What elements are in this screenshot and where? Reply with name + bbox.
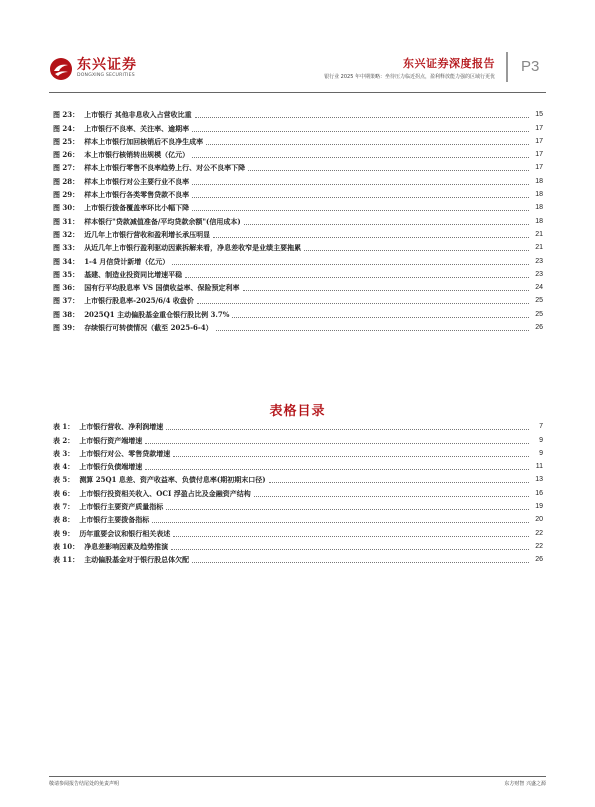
figure-entry-title: 存续银行可转债情况（截至 2025-6-4） [84, 323, 213, 333]
figure-entry-title: 上市银行拨备覆盖率环比小幅下降 [84, 203, 190, 213]
figure-entry-title: 样本上市银行零售不良率趋势上行、对公不良率下降 [84, 163, 246, 173]
table-entry-page: 26 [535, 556, 543, 564]
figure-entry-page: 21 [535, 230, 543, 238]
table-entry-label: 表 2： [53, 435, 75, 445]
dot-leader [244, 223, 529, 225]
figure-entry-title: 2025Q1 主动偏股基金重仓银行股比例 3.7% [84, 309, 230, 319]
figure-entry-label: 图 32： [53, 229, 80, 239]
figure-entry-label: 图 35： [53, 269, 80, 279]
figure-entry[interactable] [53, 120, 543, 133]
figure-entry-title: 上市银行不良率、关注率、逾期率 [84, 123, 190, 133]
figure-entry-label: 图 26： [53, 150, 80, 160]
figure-entry[interactable] [53, 280, 543, 293]
table-entry-title: 主动偏股基金对于银行股总体欠配 [84, 555, 190, 565]
table-entry-title: 上市银行主要拨备指标 [79, 515, 150, 525]
figure-entry-page: 17 [535, 151, 543, 159]
table-entry-label: 表 1： [53, 422, 75, 432]
table-entry[interactable] [53, 459, 543, 472]
dot-leader [195, 116, 529, 118]
figure-entry[interactable] [53, 213, 543, 226]
table-entry-page: 22 [535, 529, 543, 537]
table-entry[interactable] [53, 552, 543, 565]
page-header [0, 0, 595, 100]
figure-entry-page: 18 [535, 191, 543, 199]
figure-entry-page: 25 [535, 297, 543, 305]
figure-entry-title: 样本银行"贷款减值准备/平均贷款余额"(信用成本) [84, 216, 241, 226]
figure-entry-page: 21 [535, 244, 543, 252]
table-entry[interactable] [53, 419, 543, 432]
dot-leader [192, 209, 529, 211]
table-entry[interactable] [53, 499, 543, 512]
dot-leader [152, 521, 529, 523]
dot-leader [166, 508, 529, 510]
table-entry-label: 表 4： [53, 462, 75, 472]
table-entry[interactable] [53, 472, 543, 485]
dot-leader [173, 535, 529, 537]
table-entry[interactable] [53, 539, 543, 552]
figure-entry-page: 15 [535, 111, 543, 119]
logo-text-cn: 东兴证券 [77, 57, 137, 73]
figure-entry-label: 图 36： [53, 283, 80, 293]
figure-entry-title: 上市银行 其他非息收入占营收比重 [84, 110, 192, 120]
dot-leader [192, 130, 529, 132]
figure-entry-label: 图 23： [53, 110, 80, 120]
figure-entry-page: 23 [535, 270, 543, 278]
report-brand: 东兴证券深度报告 [403, 57, 495, 70]
figure-entry-label: 图 29： [53, 190, 80, 200]
figure-entry-label: 图 33： [53, 243, 80, 253]
dot-leader [216, 329, 529, 331]
table-entry-label: 表 3： [53, 448, 75, 458]
logo-text-en: DONGXING SECURITIES [77, 73, 135, 78]
figure-entry[interactable] [53, 187, 543, 200]
table-entry-page: 11 [535, 463, 543, 471]
figure-index [53, 107, 543, 333]
footer-rule [49, 776, 546, 777]
tables-heading: 表格目录 [269, 404, 326, 419]
figure-entry[interactable] [53, 107, 543, 120]
figure-entry-label: 图 28： [53, 176, 80, 186]
table-entry-title: 测算 25Q1 息差、资产收益率、负债付息率(期初期末口径) [79, 475, 266, 485]
table-entry-page: 7 [539, 423, 543, 431]
report-subtitle: 银行业 2025 年中期策略：坐待压力临近拐点，盈利释放能力强的区域行更优 [324, 74, 495, 80]
table-index [53, 419, 543, 565]
figure-entry[interactable] [53, 267, 543, 280]
table-entry-page: 19 [535, 503, 543, 511]
figure-entry[interactable] [53, 293, 543, 306]
dot-leader [166, 428, 529, 430]
table-entry-title: 上市银行资产端增速 [79, 435, 143, 445]
figure-entry-title: 从近几年上市银行盈利驱动因素拆解来看，净息差收窄是业绩主要拖累 [84, 243, 302, 253]
dot-leader [269, 481, 529, 483]
logo-mark-icon [49, 57, 73, 81]
figure-entry-title: 1-4 月信贷计新增（亿元） [84, 256, 170, 266]
figure-entry[interactable] [53, 173, 543, 186]
figure-entry-label: 图 34： [53, 256, 80, 266]
figure-entry[interactable] [53, 227, 543, 240]
figure-entry-title: 上市银行股息率-2025/6/4 收盘价 [84, 296, 194, 306]
table-entry-page: 20 [535, 516, 543, 524]
table-entry-label: 表 10： [53, 541, 80, 551]
table-entry-label: 表 9： [53, 528, 75, 538]
table-entry-title: 上市银行负债端增速 [79, 462, 143, 472]
dot-leader [232, 316, 529, 318]
figure-entry-page: 17 [535, 124, 543, 132]
company-logo [49, 57, 149, 81]
table-entry-page: 13 [535, 476, 543, 484]
table-entry-label: 表 5： [53, 475, 75, 485]
figure-entry-page: 18 [535, 217, 543, 225]
table-entry-title: 历年重要会议和银行相关表述 [79, 528, 171, 538]
table-entry-label: 表 7： [53, 502, 75, 512]
dot-leader [243, 289, 529, 291]
dot-leader [213, 236, 529, 238]
figure-entry[interactable] [53, 147, 543, 160]
dot-leader [254, 495, 529, 497]
table-entry-label: 表 6： [53, 488, 75, 498]
dot-leader [145, 442, 529, 444]
figure-entry[interactable] [53, 200, 543, 213]
table-entry[interactable] [53, 525, 543, 538]
table-entry[interactable] [53, 446, 543, 459]
header-divider [506, 52, 508, 82]
table-entry-title: 上市银行营收、净利润增速 [79, 422, 164, 432]
footer-slogan: 东方财智 兴盛之源 [504, 781, 546, 787]
figure-entry[interactable] [53, 253, 543, 266]
figure-entry-page: 18 [535, 204, 543, 212]
figure-entry[interactable] [53, 134, 543, 147]
dot-leader [206, 143, 529, 145]
figure-entry-title: 本上市银行核销转出规模（亿元） [84, 150, 190, 160]
header-rule [49, 92, 546, 93]
table-entry-title: 净息差影响因素及趋势推演 [84, 541, 169, 551]
figure-entry-label: 图 25： [53, 136, 80, 146]
figure-entry-title: 样本上市银行各类零售贷款不良率 [84, 190, 190, 200]
footer-disclaimer: 敬请参阅报告结尾处的免责声明 [49, 781, 120, 787]
figure-entry-title: 样本上市银行对公主要行业不良率 [84, 176, 190, 186]
dot-leader [185, 276, 529, 278]
dot-leader [171, 548, 529, 550]
table-entry-page: 16 [535, 489, 543, 497]
dot-leader [304, 249, 529, 251]
table-entry-page: 22 [535, 542, 543, 550]
figure-entry[interactable] [53, 306, 543, 319]
figure-entry-title: 国有行平均股息率 VS 国债收益率、保险预定利率 [84, 283, 240, 293]
table-entry[interactable] [53, 485, 543, 498]
figure-entry-label: 图 31： [53, 216, 80, 226]
table-entry-title: 上市银行对公、零售贷款增速 [79, 448, 171, 458]
table-entry-label: 表 8： [53, 515, 75, 525]
dot-leader [172, 263, 529, 265]
table-entry[interactable] [53, 432, 543, 445]
figure-entry-label: 图 37： [53, 296, 80, 306]
figure-entry-page: 26 [535, 324, 543, 332]
figure-entry-label: 图 39： [53, 323, 80, 333]
dot-leader [192, 183, 529, 185]
dot-leader [192, 561, 529, 563]
figure-entry-title: 基建、制造业投资同比增速平稳 [84, 269, 183, 279]
table-entry-title: 上市银行主要资产质量指标 [79, 502, 164, 512]
figure-entry-label: 图 24： [53, 123, 80, 133]
figure-entry[interactable] [53, 160, 543, 173]
figure-entry-label: 图 38： [53, 309, 80, 319]
dot-leader [192, 196, 529, 198]
dot-leader [197, 302, 529, 304]
figure-entry-title: 近几年上市银行营收和盈利增长承压明显 [84, 229, 211, 239]
figure-entry-page: 23 [535, 257, 543, 265]
figure-entry-page: 18 [535, 177, 543, 185]
page-number: P3 [521, 58, 540, 75]
table-entry[interactable] [53, 512, 543, 525]
table-entry-page: 9 [539, 436, 543, 444]
figure-entry-label: 图 27： [53, 163, 80, 173]
table-entry-title: 上市银行投资相关收入、OCI 浮盈占比及金融资产结构 [79, 488, 251, 498]
figure-entry-page: 17 [535, 137, 543, 145]
figure-entry[interactable] [53, 320, 543, 333]
table-entry-label: 表 11： [53, 555, 80, 565]
dot-leader [145, 468, 529, 470]
figure-entry-title: 样本上市银行加回核销后不良净生成率 [84, 136, 204, 146]
dot-leader [173, 455, 529, 457]
figure-entry-page: 24 [535, 284, 543, 292]
table-entry-page: 9 [539, 449, 543, 457]
figure-entry-page: 25 [535, 310, 543, 318]
figure-entry-label: 图 30： [53, 203, 80, 213]
figure-entry[interactable] [53, 240, 543, 253]
dot-leader [248, 169, 529, 171]
figure-entry-page: 17 [535, 164, 543, 172]
dot-leader [192, 156, 529, 158]
